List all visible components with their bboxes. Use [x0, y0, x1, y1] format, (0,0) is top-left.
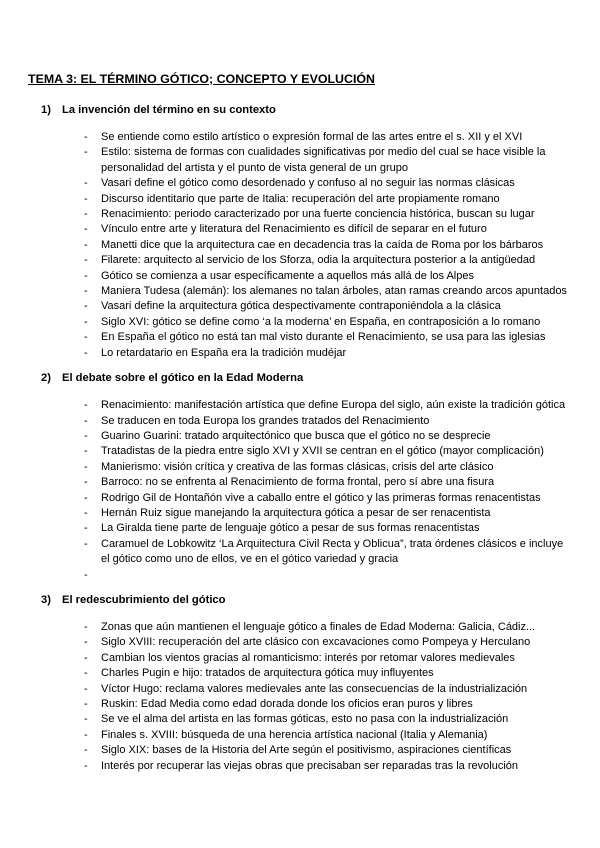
list-item-text: Finales s. XVIII: búsqueda de una herencia artística nacional (Italia y Alemania) — [101, 728, 488, 741]
list-item — [0, 238, 600, 253]
list-item-text: Ruskin: Edad Media como edad dorada donde los oficios eran puros y libres — [101, 697, 473, 710]
list-item-text: Filarete: arquitecto al servicio de los Sforza, odia la arquitectura posterior a la antigüedad — [101, 254, 536, 267]
list-item-text: Manetti dice que la arquitectura cae en decadencia tras la caída de Roma por los bárbaros — [101, 238, 544, 251]
list-item-text: Se entiende como estilo artístico o expresión formal de las artes entre el s. XII y el XVI — [101, 131, 523, 143]
list-item — [0, 346, 600, 361]
bullet-dash: - — [84, 682, 88, 695]
list-item-text: Zonas que aún mantienen el lenguaje gótico a finales de Edad Moderna: Galicia, Cádiz... — [101, 620, 536, 633]
list-item-text: Charles Pugin e hijo: tratados de arquitectura gótica muy influyentes — [101, 667, 434, 680]
list-item — [0, 460, 600, 475]
document-title: TEMA 3: EL TÉRMINO GÓTICO; CONCEPTO Y EVOLUCIÓN — [28, 72, 375, 86]
list-item — [0, 222, 600, 237]
bullet-dash: - — [84, 414, 88, 427]
bullet-dash: - — [84, 445, 88, 458]
bullet-dash: - — [84, 346, 88, 359]
bullet-dash: - — [84, 192, 88, 205]
list-item — [0, 759, 600, 774]
bullet-dash: - — [84, 131, 88, 143]
list-item-text: Guarino Guarini: tratado arquitectónico que busca que el gótico no se desprecie — [101, 429, 491, 442]
list-item — [0, 697, 600, 712]
section-heading — [41, 103, 600, 118]
list-item — [0, 635, 600, 650]
list-item — [0, 475, 600, 490]
list-item — [0, 712, 600, 727]
list-item-text: Hernán Ruiz sigue manejando la arquitectura gótica a pesar de ser renacentista — [101, 506, 491, 519]
list-item-text: Siglo XIX: bases de la Historia del Arte según el positivismo, aspiraciones científicas — [101, 744, 512, 757]
bullet-dash: - — [84, 223, 88, 236]
bullet-dash: - — [84, 491, 88, 504]
bullet-list — [0, 620, 600, 774]
list-item-text: Rodrigo Gil de Hontañón vive a caballo entre el gótico y las primeras formas renacentistas — [101, 491, 541, 504]
list-item — [0, 253, 600, 268]
section-3 — [0, 593, 600, 774]
bullet-list — [0, 130, 600, 361]
bullet-dash: - — [84, 146, 88, 159]
section-number: 2) — [41, 372, 51, 385]
bullet-dash: - — [84, 331, 88, 344]
list-item-text: Gótico se comienza a usar específicamente a aquellos más allá de los Alpes — [101, 269, 474, 282]
bullet-dash: - — [84, 238, 88, 251]
section-title: La invención del término en su contexto — [62, 104, 276, 116]
section-heading — [41, 593, 600, 608]
list-item — [0, 537, 600, 568]
bullet-dash: - — [84, 269, 88, 282]
bullet-dash: - — [84, 620, 88, 633]
bullet-list — [0, 398, 600, 583]
list-item-text: Renacimiento: manifestación artística que define Europa del siglo, aún existe la tradición gótica — [101, 399, 566, 412]
list-item — [0, 728, 600, 743]
bullet-dash: - — [84, 759, 88, 772]
list-item — [0, 299, 600, 314]
list-item-text — [101, 568, 600, 583]
list-item-text: Cambian los vientos gracias al romanticismo: interés por retomar valores medievales — [101, 651, 515, 664]
list-item-text: Estilo: sistema de formas con cualidades significativas por medio del cual se hace visible la — [101, 146, 546, 159]
list-item-text: Vasari define la arquitectura gótica despectivamente contraponiéndola a la clásica — [101, 300, 501, 313]
section-1 — [0, 103, 600, 361]
list-item — [0, 207, 600, 222]
list-item-text: Discurso identitario que parte de Italia: recuperación del arte propiamente romano — [101, 192, 500, 205]
list-item — [0, 666, 600, 681]
list-item-text: Renacimiento: periodo caracterizado por una fuerte conciencia histórica, buscan su lugar — [101, 208, 535, 221]
list-item — [0, 130, 600, 145]
section-number: 3) — [41, 593, 51, 606]
bullet-dash: - — [84, 315, 88, 328]
bullet-dash: - — [84, 522, 88, 535]
list-item — [0, 398, 600, 413]
bullet-dash: - — [84, 651, 88, 664]
bullet-dash: - — [84, 667, 88, 680]
bullet-dash: - — [84, 728, 88, 741]
list-item-text: el gótico como uno de ellos, ve en el gótico variedad y gracia — [101, 553, 399, 566]
list-item — [0, 145, 600, 176]
bullet-dash: - — [84, 254, 88, 267]
list-item — [0, 269, 600, 284]
list-item-text: Interés por recuperar las viejas obras que precisaban ser reparadas tras la revolución — [101, 759, 518, 772]
list-item — [0, 620, 600, 635]
list-item — [0, 682, 600, 697]
bullet-dash: - — [84, 399, 88, 412]
list-item — [0, 491, 600, 506]
section-number: 1) — [41, 104, 51, 116]
list-item-text: Siglo XVI: gótico se define como ‘a la moderna’ en España, en contraposición a lo romano — [101, 315, 541, 328]
list-item-text: Caramuel de Lobkowitz ‘La Arquitectura Civil Recta y Oblicua”, trata órdenes clásicos e incluye — [101, 537, 564, 550]
list-item — [0, 521, 600, 536]
bullet-dash: - — [84, 568, 88, 581]
list-item — [0, 444, 600, 459]
list-item — [0, 651, 600, 666]
bullet-dash: - — [84, 744, 88, 757]
bullet-dash: - — [84, 208, 88, 221]
bullet-dash: - — [84, 285, 88, 298]
list-item — [0, 506, 600, 521]
list-item-text: La Giralda tiene parte de lenguaje gótico a pesar de sus formas renacentistas — [101, 522, 480, 535]
list-item — [0, 743, 600, 758]
list-item-text: personalidad del artista y el punto de vista general de un grupo — [101, 161, 408, 174]
list-item — [0, 315, 600, 330]
list-item-text: Vínculo entre arte y literatura del Renacimiento es difícil de separar en el futuro — [101, 223, 487, 236]
list-item — [0, 330, 600, 345]
list-item — [0, 176, 600, 191]
list-item-text: Vasari define el gótico como desordenado y confuso al no seguir las normas clásicas — [101, 177, 515, 190]
bullet-dash: - — [84, 429, 88, 442]
section-title: El redescubrimiento del gótico — [62, 593, 226, 606]
list-item-text: Maniera Tudesa (alemán): los alemanes no talan árboles, atan ramas creando arcos apuntados — [101, 285, 567, 298]
section-heading — [41, 371, 600, 386]
list-item-text: Barroco: no se enfrenta al Renacimiento de forma frontal, pero sí abre una fisura — [101, 476, 495, 489]
bullet-dash: - — [84, 476, 88, 489]
list-item-text: Lo retardatario en España era la tradición mudéjar — [101, 346, 347, 359]
section-title: El debate sobre el gótico en la Edad Moderna — [62, 372, 304, 385]
bullet-dash: - — [84, 713, 88, 726]
list-item — [0, 192, 600, 207]
list-item — [0, 414, 600, 429]
bullet-dash: - — [84, 636, 88, 649]
list-item-text: En España el gótico no está tan mal visto durante el Renacimiento, se usa para las iglesias — [101, 331, 546, 344]
bullet-dash: - — [84, 460, 88, 473]
list-item-text: Se ve el alma del artista en las formas góticas, esto no pasa con la industrialización — [101, 713, 509, 726]
bullet-dash: - — [84, 506, 88, 519]
list-item — [0, 568, 600, 583]
list-item-text: Siglo XVIII: recuperación del arte clásico con excavaciones como Pompeya y Herculano — [101, 636, 531, 649]
list-item-text: Tratadistas de la piedra entre siglo XVI y XVII se centran en el gótico (mayor complicación) — [101, 445, 544, 458]
bullet-dash: - — [84, 697, 88, 710]
list-item — [0, 284, 600, 299]
list-item-text: Se traducen en toda Europa los grandes tratados del Renacimiento — [101, 414, 430, 427]
bullet-dash: - — [84, 300, 88, 313]
list-item-text: Manierismo: visión crítica y creativa de las formas clásicas, crisis del arte clásico — [101, 460, 494, 473]
bullet-dash: - — [84, 537, 88, 550]
list-item-text: Víctor Hugo: reclama valores medievales ante las consecuencias de la industrialización — [101, 682, 528, 695]
list-item — [0, 429, 600, 444]
bullet-dash: - — [84, 177, 88, 190]
section-2 — [0, 371, 600, 583]
